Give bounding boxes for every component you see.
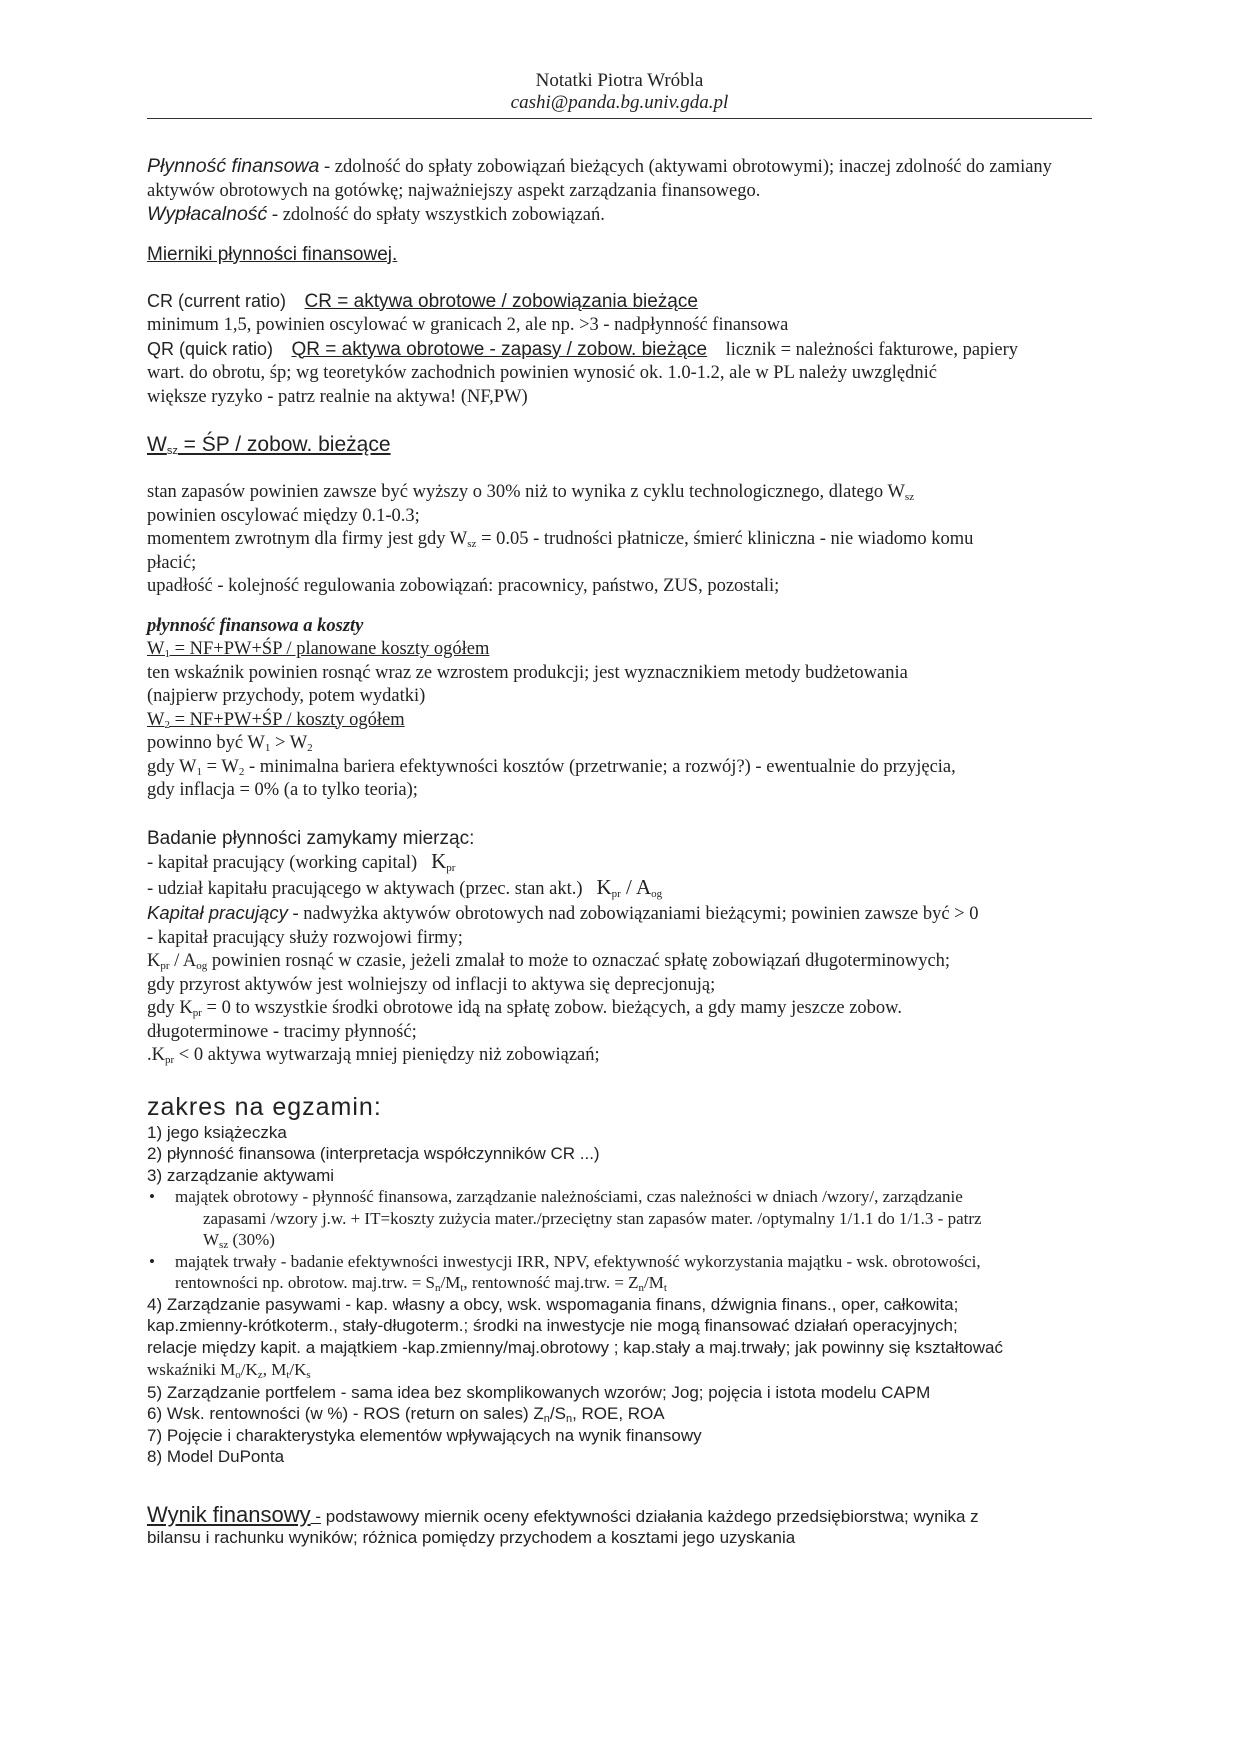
term-plynnosc: Płynność finansowa — [147, 155, 320, 177]
exam-item-1: 1) jego książeczka — [147, 1122, 287, 1142]
wsz-formula: $W_{sz}$ = ŚP / zobow. bieżące — [147, 433, 391, 457]
mierniki-section: CR (current ratio) CR = aktywa obrotowe / zobowiązania bieżące minimum 1,5, powinien oscylować w granicach 2, ale np. >3 - nadpłynność finansowa QR (quick ratio) QR = aktywa obrotowe - zapasy / zobow. bieżące licznik = należności fakturowe, papiery wart. do obrotu, śp; wg teoretyków zachodnich powinien wynosić ok. 1.0-1.2, ale w PL należy uwzględnić większe ryzyko - patrz realnie na aktywa! (NF,PW) — [147, 290, 1092, 410]
kapital-section: Badanie płynności zamykamy mierząc: - kapitał pracujący (working capital) $K_{pr}$ - udział kapitału pracującego w aktywach (przec. stan akt.) $K_{pr} / A_{og}$ Kapitał pracujący - nadwyżka aktywów obrotowych nad zobowiązaniami bieżącymi; powinien zawsze być > 0 - kapitał pracujący służy rozwojowi firmy; $K_{pr} / A_{og}$ powinien rosnąć w czasie, jeżeli zmalał to może to oznaczać spłatę zobowiązań długoterminowych; gdy przyrost aktywów jest wolniejszy od inflacji to aktywa się deprecjonują; gdy $K_{pr} = 0$ to wszystkie środki obrotowe idą na spłatę zobow. bieżących, a gdy mamy jeszcze zobow. długoterminowe - tracimy płynność; $.K_{pr} < 0$ aktywa wytwarzają mniej pieniędzy niż zobowiązań; — [147, 827, 979, 1066]
page-header — [147, 70, 1092, 114]
bullet-icon: • — [149, 1187, 155, 1206]
header-title: Notatki Piotra Wróbla — [535, 70, 704, 91]
term-wynik-finansowy: Wynik finansowy — [147, 1501, 311, 1527]
intro-section — [147, 155, 1092, 228]
exam-item-4: 4) Zarządzanie pasywami - kap. własny a obcy, wsk. wspomagania finans, dźwignia finans., oper, całkowita; kap.zmienny-krótkoterm., stały-długoterm.; środki na inwestycje nie mogą finansować działań operacyjnych; relacje między kapit. a majątkiem -kap.zmienny/maj.obrotowy ; kap.stały a maj.trwały; jak powinny się kształtować wskaźniki $M_o/K_z$, $M_t/K_s$ — [147, 1294, 1003, 1381]
heading-koszty: płynność finansowa a koszty — [147, 615, 364, 636]
exam-title: zakres na egzamin: — [147, 1092, 382, 1121]
exam-item-8: 8) Model DuPonta — [147, 1447, 285, 1466]
cr-line: CR (current ratio) CR = aktywa obrotowe / zobowiązania bieżące — [147, 290, 698, 312]
document-page — [147, 70, 1092, 1549]
heading-mierniki: Mierniki płynności finansowej. — [147, 243, 398, 265]
cr-formula: CR = aktywa obrotowe / zobowiązania bieżące — [304, 290, 698, 312]
term-wyplacalnosc: Wypłacalność — [147, 203, 268, 225]
koszty-section: płynność finansowa a koszty $W_1$ = NF+PW+ŚP / planowane koszty ogółem ten wskaźnik powinien rosnąć wraz ze wzrostem produkcji; jest wyznacznikiem metody budżetowania (najpierw przychody, potem wydatki) $W_2$ = NF+PW+ŚP / koszty ogółem powinno być $W_1 > W_2$ gdy $W_1 = W_2$ - minimalna bariera efektywności kosztów (przetrwanie; a rozwój?) - ewentualnie do przyjęcia, gdy inflacja = 0% (a to tylko teoria); — [147, 615, 1092, 803]
exam-item-3: 3) zarządzanie aktywami — [147, 1165, 335, 1185]
exam-item-6: 6) Wsk. rentowności (w %) - ROS (return on sales) $Z_n/S_n$, ROE, ROA — [147, 1404, 665, 1425]
bullet-majatek-trwaly: • majątek trwały - badanie efektywności inwestycji IRR, NPV, efektywność wykorzystania majątku - wsk. obrotowości, rentowności np. obrotow. maj.trw. = $S_n/M_t$, rentowność maj.trw. = $Z_n/M_t$ — [149, 1251, 981, 1294]
qr-line: QR (quick ratio) QR = aktywa obrotowe - zapasy / zobow. bieżące licznik = należności fakturowe, papiery — [147, 338, 1019, 360]
bullet-icon: • — [149, 1251, 155, 1271]
wynik-section: Wynik finansowy - podstawowy miernik oceny efektywności działania każdego przedsiębiorstwa; wynika z bilansu i rachunku wyników; różnica pomiędzy przychodem a kosztami jego uzyskania — [147, 1501, 979, 1547]
definition-plynnosc: Płynność finansowa - zdolność do spłaty zobowiązań bieżących (aktywami obrotowymi); inaczej zdolność do zamiany aktywów obrotowych na gotówkę; najważniejszy aspekt zarządzania finansowego. — [147, 155, 1052, 201]
w2-formula: $W_2$ = NF+PW+ŚP / koszty ogółem — [147, 709, 405, 731]
definition-wyplacalnosc: Wypłacalność - zdolność do spłaty wszystkich zobowiązań. — [147, 203, 605, 225]
exam-item-7: 7) Pojęcie i charakterystyka elementów wpływających na wynik finansowy — [147, 1425, 702, 1445]
qr-formula: QR = aktywa obrotowe - zapasy / zobow. bieżące — [291, 338, 708, 360]
cr-note: minimum 1,5, powinien oscylować w granicach 2, ale np. >3 - nadpłynność finansowa — [147, 315, 789, 335]
w1-formula: $W_1$ = NF+PW+ŚP / planowane koszty ogółem — [147, 639, 490, 660]
exam-item-2: 2) płynność finansowa (interpretacja współczynników CR ...) — [147, 1144, 600, 1163]
term-kapital-pracujacy: Kapitał pracujący — [147, 902, 288, 923]
header-email: cashi@panda.bg.univ.gda.pl — [510, 92, 729, 113]
bullet-majatek-obrotowy: • majątek obrotowy - płynność finansowa, zarządzanie należnościami, czas należności w dniach /wzory/, zarządzanie zapasami /wzory j.w. + IT=koszty zużycia mater./przeciętny stan zapasów mater. /optymalny 1/1.1 do 1/1.3 - patrz $W_{sz}$ (30%) — [149, 1187, 982, 1251]
wsz-section: stan zapasów powinien zawsze być wyższy o 30% niż to wynika z cyklu technologicznego, dlatego $W_{sz}$ powinien oscylować między 0.1-0.3; momentem zwrotnym dla firmy jest gdy $W_{sz} = 0.05$ - trudności płatnicze, śmierć kliniczna - nie wiadomo komu płacić; upadłość - kolejność regulowania zobowiązań: pracownicy, państwo, ZUS, pozostali; — [147, 482, 974, 596]
exam-section — [147, 1092, 1092, 1468]
exam-item-5: 5) Zarządzanie portfelem - sama idea bez skomplikowanych wzorów; Jog; pojęcia i istota modelu CAPM — [147, 1382, 931, 1402]
